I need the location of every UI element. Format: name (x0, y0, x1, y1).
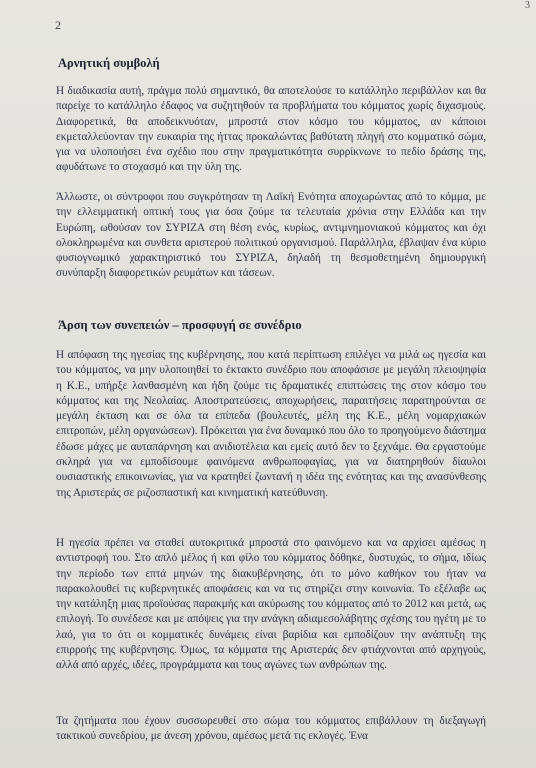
paragraph: Η διαδικασία αυτή, πράγμα πολύ σημαντικό, θα αποτελούσε το κατάλληλο περιβάλλον και θα παρείχε το κατάλληλο έδαφος να συζητηθούν τα προβλήματα του κόμματος χωρίς διχασμούς. Διαφορετικά, θα αποδεικνυόταν, μπροστά στον κόσμο του κόμματος, αν κάποιοι εκμεταλλεύονταν την ευκαιρία της ήττας προκαλώντας βαθύτατη πληγή στο κομματικό σώμα, για να υλοποιήσει ένα σχέδιο που στην πραγματικότητα συρρίκνωνε το πεδίο δράσης της, αφυδάτωνε το στοχασμό και την ύλη της. (56, 85, 486, 174)
paragraph: Τα ζητήματα που έχουν συσσωρευθεί στο σώμα του κόμματος επιβάλλουν τη διεξαγωγή τακτικού συνεδρίου, με άνεση χρόνου, αμέσως μετά τις εκλογές. Ένα (56, 715, 486, 743)
paragraph: Η ηγεσία πρέπει να σταθεί αυτοκριτικά μπροστά στο φαινόμενο και να αρχίσει αμέσως η αντιστροφή του. Στο απλό μέλος ή και φίλο του κόμματος δόθηκε, δυστυχώς, το σήμα, ιδίως την περίοδο των επτά μηνών της διακυβέρνησης, ότι το μόνο καθήκον του ήταν να παρακολουθεί τις κυβερνητικές αποφάσεις και να τις στηρίζει στην κοινωνία. Το εξέλαβε ως την κατάληξη μιας προϊούσας παρακμής και ακύρωσης του κόμματος από το 2012 και μετά, ως επιλογή. Το συνέδεσε και με απόψεις για την ανάγκη αδιαμεσολάβητης σχέσης του ηγέτη με το λαό, για το ότι οι κομματικές δυνάμεις είναι βαρίδια και εμποδίζουν την ανάπτυξη της επιρροής της κυβέρνησης. Όμως, τα κόμματα της Αριστεράς δεν φτιάχνονται από αρχηγούς, αλλά από αρχές, ιδέες, προγράμματα και τους αγώνες των ανθρώπων της. (56, 537, 486, 672)
corner-mark: 3 (525, 0, 530, 11)
section-heading-congress: Άρση των συνεπειών – προσφυγή σε συνέδριο (58, 318, 302, 332)
section-heading-negative-contribution: Αρνητική συμβολή (58, 56, 160, 70)
page-number: 2 (55, 18, 61, 32)
paragraph: Η απόφαση της ηγεσίας της κυβέρνησης, που κατά περίπτωση επιλέγει να μιλά ως ηγεσία και του κόμματος, να μην υλοποιηθεί το έκτακτο συνέδριο που αποφάσισε με μεγάλη πλειοψηφία η Κ.Ε., υπήρξε λανθασμένη και ήδη ζούμε τις δραματικές επιπτώσεις της στον κόσμο του κόμματος και της Νεολαίας. Αποστρατεύσεις, αποχωρήσεις, παραιτήσεις παρατηρούνται σε μεγάλη έκταση και σε όλα τα επίπεδα (βουλευτές, μέλη της Κ.Ε., μέλη νομαρχιακών επιτροπών, μέλη οργανώσεων). Πρόκειται για ένα δυναμικό που όλο το προηγούμενο διάστημα έδωσε μάχες με αυταπάρνηση και ανιδιοτέλεια και εμείς αυτό δεν το ξεχνάμε. Θα εργαστούμε σκληρά για να εμποδίσουμε φαινόμενα ανθρωποφαγίας, για να διατηρηθούν δίαυλοι ουσιαστικής επικοινωνίας, για να κρατηθεί ζωντανή η ιδέα της ενότητας και της ανασύνθεσης της Αριστεράς σε ριζοσπαστική και κινηματική κατεύθυνση. (56, 349, 486, 499)
paragraph: Άλλωστε, οι σύντροφοι που συγκρότησαν τη Λαϊκή Ενότητα αποχωρώντας από το κόμμα, με την ελλειμματική οπτική τους για όσα ζούμε τα τελευταία χρόνια στην Ελλάδα και την Ευρώπη, ωθούσαν τον ΣΥΡΙΖΑ στη θέση ενός, κυρίως, αντιμνημονιακού κόμματος και όχι ολοκληρωμένα και συνθετα αριστερού πολιτικού οργανισμού. Παράλληλα, έβλαψαν ένα κύριο φυσιογνωμικό χαρακτηριστικό του ΣΥΡΙΖΑ, δηλαδή τη θεσμοθετημένη δημιουργική συνύπαρξη διαφορετικών ρευμάτων και τάσεων. (56, 191, 486, 280)
